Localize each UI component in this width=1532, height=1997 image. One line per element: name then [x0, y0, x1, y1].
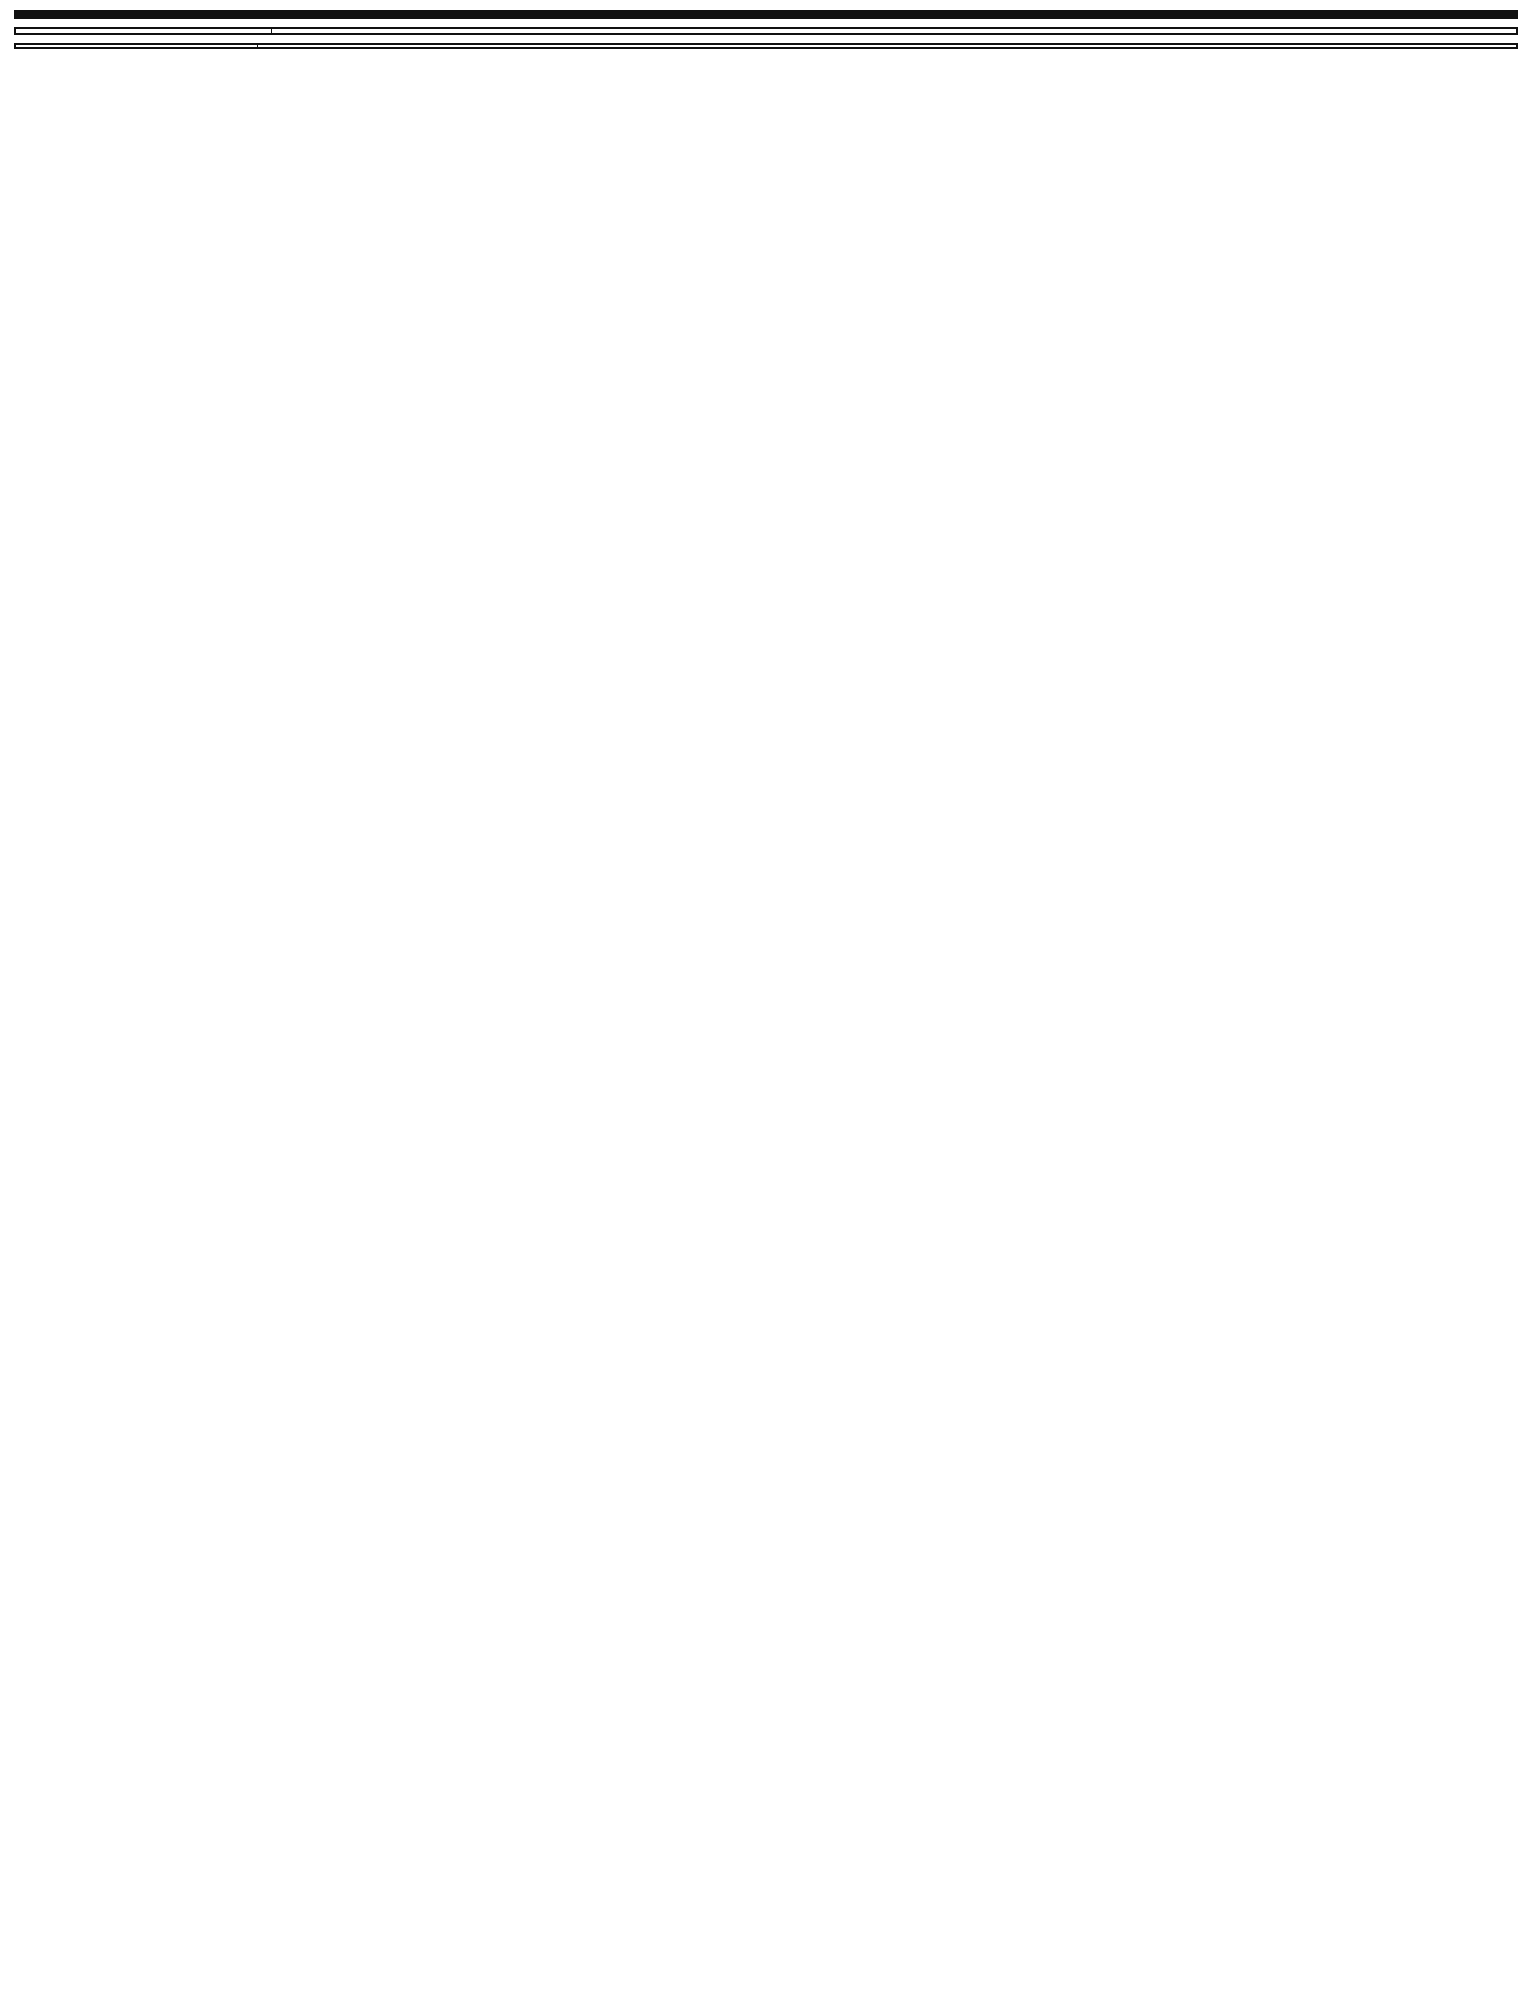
notice-subtitle — [14, 13, 1518, 19]
job-table-header-row — [15, 28, 1517, 34]
duties-header-row — [15, 44, 1517, 48]
job-description-table — [14, 27, 1518, 35]
notice-page — [14, 10, 1518, 49]
duties-table — [14, 43, 1518, 49]
duties-col-area — [15, 44, 258, 48]
job-col-post-value — [272, 28, 1518, 34]
job-col-post — [15, 28, 272, 34]
duties-col-responsibility — [258, 44, 1518, 48]
